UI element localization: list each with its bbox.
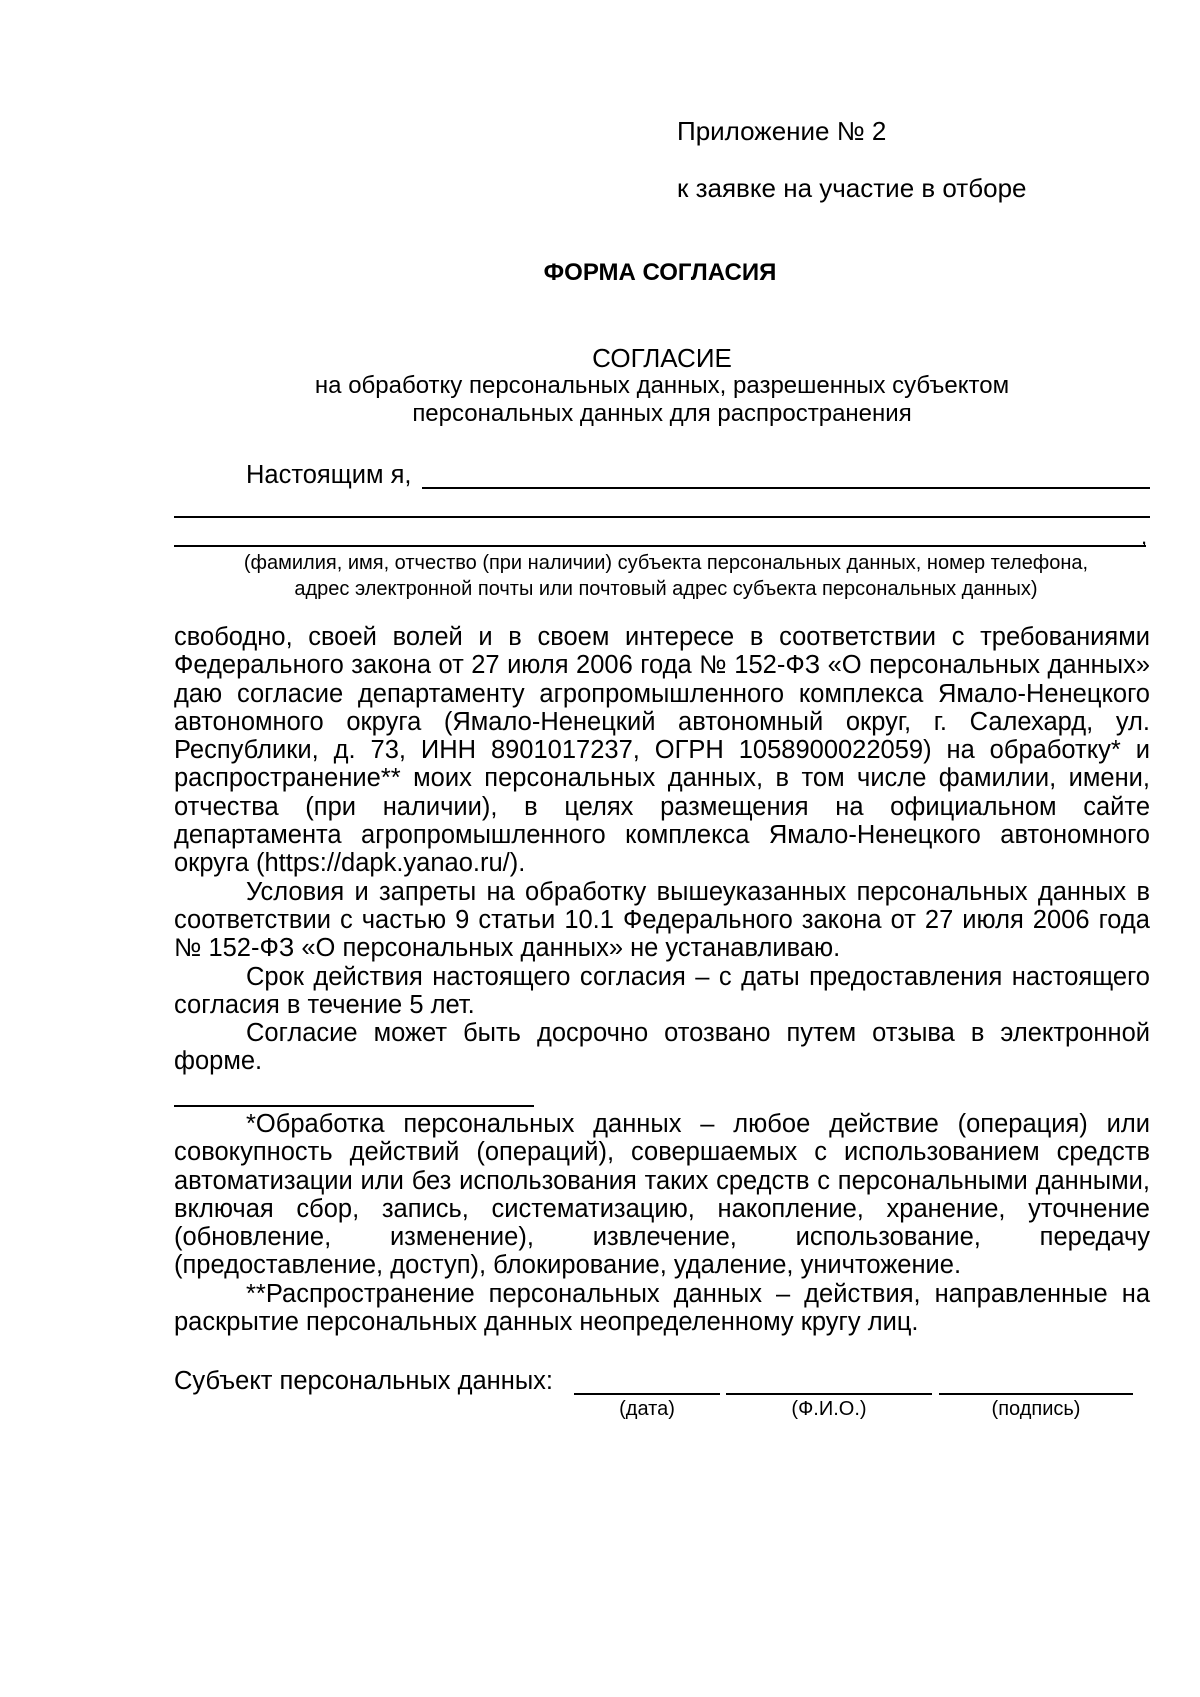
- appendix-to-label: к заявке на участие в отборе: [677, 173, 1027, 203]
- consent-paragraph-1: свободно, своей волей и в своем интересе в соответствии с требованиями Федерального закона от 27 июля 2006 года № 152-ФЗ «О персональных данных» даю согласие департаменту агропромышленного комплекса Ямало-Ненецкого автономного округа (Ямало-Ненецкий автономный округ, г. Салехард, ул. Республики, д. 73, ИНН 8901017237, ОГРН 1058900022059) на обработку* и распространение** моих персональных данных, в том числе фамилии, имени, отчества (при наличии), в целях размещения на официальном сайте департамента агропромышленного комплекса Ямало-Ненецкого автономного округа (https://dapk.yanao.ru/).: [174, 623, 1150, 878]
- signature-label: Субъект персональных данных:: [174, 1367, 553, 1395]
- consent-paragraph-2: Условия и запреты на обработку вышеуказанных персональных данных в соответствии с частью 9 статьи 10.1 Федерального закона от 27 июля 2006 года № 152-ФЗ «О персональных данных» не устанавливаю.: [174, 877, 1150, 963]
- subject-name-line-1: [422, 487, 1150, 489]
- subject-hint: (фамилия, имя, отчество (при наличии) субъекта персональных данных, номер телефона, адрес электронной почты или почтовый адрес субъекта персональных данных): [243, 552, 1089, 600]
- footnote-separator: [174, 1105, 534, 1107]
- subject-name-line-3: [174, 545, 1146, 547]
- consent-paragraph-4: Согласие может быть досрочно отозвано путем отзыва в электронной форме.: [174, 1019, 1150, 1076]
- consent-subtitle-line2: персональных данных для распространения: [412, 400, 912, 427]
- footnote-distribution: **Распространение персональных данных – действия, направленные на раскрытие персональных данных неопределенному кругу лиц.: [174, 1279, 1150, 1337]
- signature-name-line: [726, 1393, 932, 1395]
- footnote-processing: *Обработка персональных данных – любое действие (операция) или совокупность действий (операций), совершаемых с использованием средств автоматизации или без использования таких средств с персональными данными, включая сбор, запись, систематизацию, накопление, хранение, уточнение (обновление, изменение), извлечение, использование, передачу (предоставление, доступ), блокирование, удаление, уничтожение.: [174, 1110, 1150, 1280]
- signature-name-hint: (Ф.И.О.): [791, 1398, 867, 1420]
- declaration-comma: ,: [1141, 524, 1148, 549]
- consent-title: СОГЛАСИЕ: [592, 343, 732, 373]
- signature-date-hint: (дата): [619, 1398, 675, 1420]
- form-title: ФОРМА СОГЛАСИЯ: [543, 259, 777, 286]
- signature-date-line: [574, 1393, 720, 1395]
- subject-name-line-2: [174, 516, 1150, 518]
- appendix-label: Приложение № 2: [677, 116, 887, 146]
- consent-subtitle-line1: на обработку персональных данных, разрешенных субъектом: [314, 372, 1010, 399]
- declaration-lead: Настоящим я,: [246, 461, 412, 489]
- signature-sign-hint: (подпись): [991, 1398, 1081, 1420]
- footnotes: [174, 1110, 1150, 1336]
- consent-body: [174, 623, 1150, 1076]
- consent-paragraph-3: Срок действия настоящего согласия – с даты предоставления настоящего согласия в течение 5 лет.: [174, 962, 1150, 1019]
- signature-sign-line: [939, 1393, 1133, 1395]
